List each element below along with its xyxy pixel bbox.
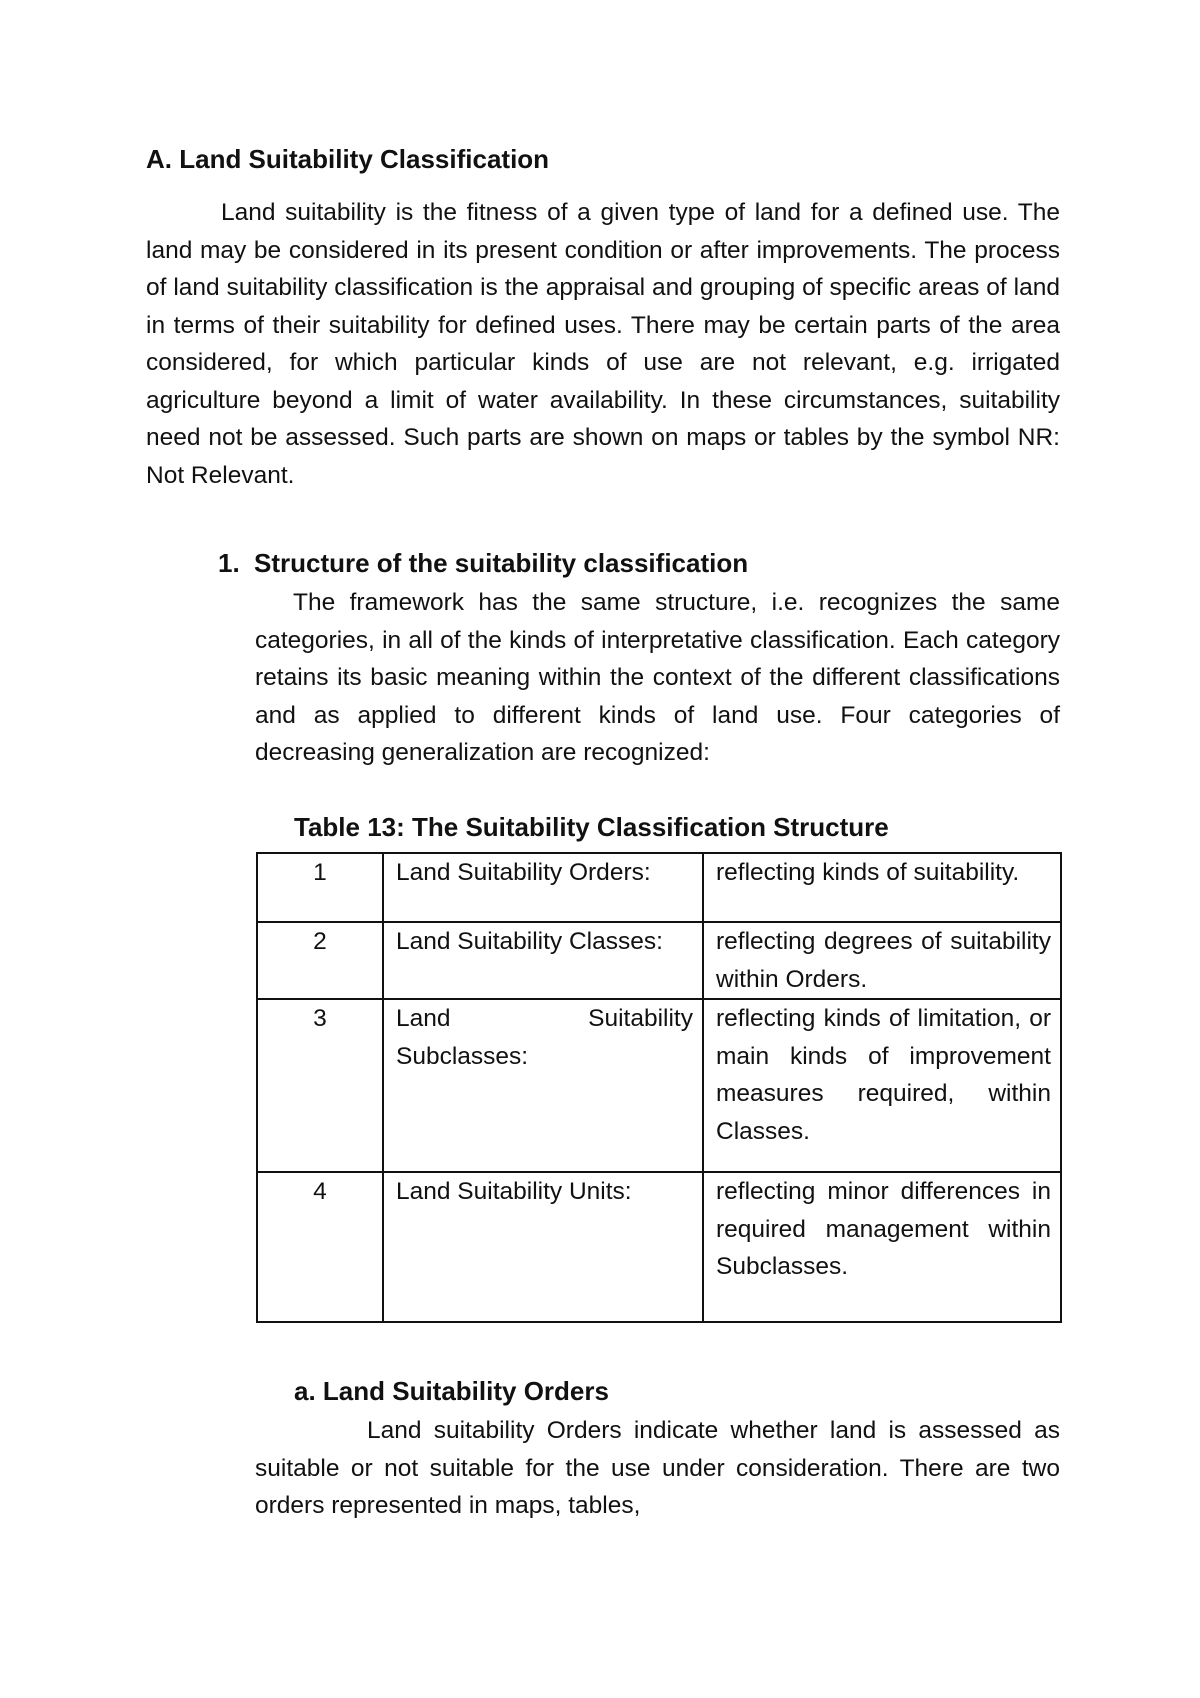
table-cell-number: 3 bbox=[257, 999, 383, 1172]
table-cell-category: Land Suitability Orders: bbox=[383, 853, 703, 922]
table-row bbox=[257, 1172, 1061, 1322]
intro-paragraph: Land suitability is the fitness of a given type of land for a defined use. The land may be considered in its present condition or after improvements. The process of land suitability classification is the appraisal and grouping of specific areas of land in terms of their suitability for defined uses. There may be certain parts of the area considered, for which particular kinds of use are not relevant, e.g. irrigated agriculture beyond a limit of water availability. In these circumstances, suitability need not be assessed. Such parts are shown on maps or tables by the symbol NR: Not Relevant. bbox=[146, 199, 1060, 489]
section-paragraph: The framework has the same structure, i.e. recognizes the same categories, in all of the kinds of interpretative classification. Each category retains its basic meaning within the context of the different classifications and as applied to different kinds of land use. Four categories of decreasing generalization are recognized: bbox=[255, 589, 1060, 766]
classification-table bbox=[256, 852, 1062, 1323]
section-title bbox=[218, 548, 748, 579]
page-heading: A. Land Suitability Classification bbox=[146, 144, 550, 174]
table-cell-description: reflecting kinds of limitation, or main kinds of improvement measures required, within Classes. bbox=[703, 999, 1061, 1172]
table-row bbox=[257, 999, 1061, 1172]
table-cell-category: Land Suitability Subclasses: bbox=[383, 999, 703, 1172]
subsection-paragraph: Land suitability Orders indicate whether land is assessed as suitable or not suitable for the use under consideration. There are two orders represented in maps, tables, bbox=[255, 1417, 1060, 1519]
table-cell-number: 4 bbox=[257, 1172, 383, 1322]
table-row bbox=[257, 853, 1061, 922]
table-cell-category: Land Suitability Units: bbox=[383, 1172, 703, 1322]
table-cell-description: reflecting minor differences in required management within Subclasses. bbox=[703, 1172, 1061, 1322]
section-number: 1. bbox=[218, 548, 240, 578]
table-cell-description: reflecting kinds of suitability. bbox=[703, 853, 1061, 922]
table-cell-category: Land Suitability Classes: bbox=[383, 922, 703, 999]
table-cell-number: 1 bbox=[257, 853, 383, 922]
section-title-text: Structure of the suitability classification bbox=[254, 548, 749, 578]
table-caption: Table 13: The Suitability Classification Structure bbox=[294, 812, 889, 842]
table-cell-number: 2 bbox=[257, 922, 383, 999]
table-row bbox=[257, 922, 1061, 999]
table-cell-description: reflecting degrees of suitability within Orders. bbox=[703, 922, 1061, 999]
subsection-title: a. Land Suitability Orders bbox=[294, 1376, 609, 1406]
